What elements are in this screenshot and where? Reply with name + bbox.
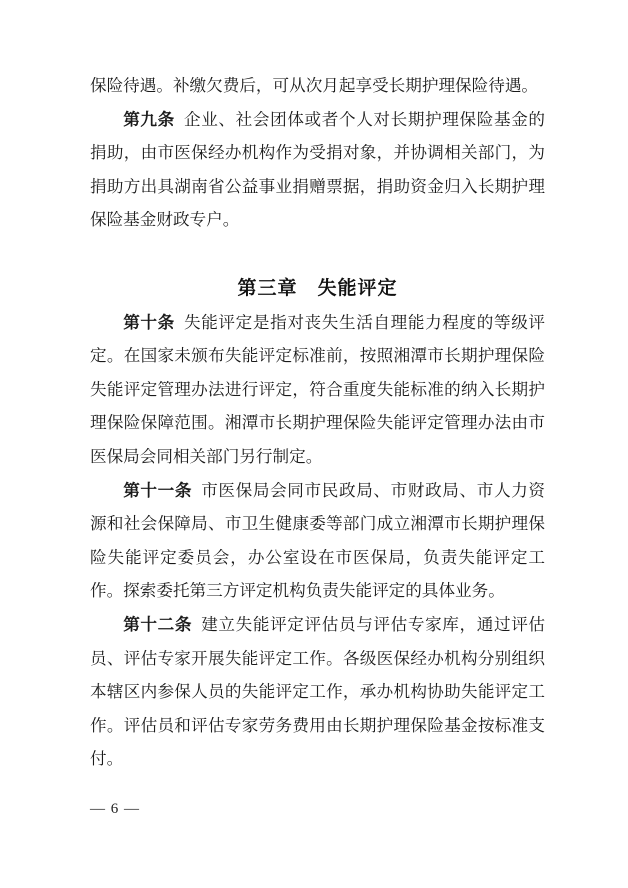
document-body [90,69,545,776]
article-term: 第十一条 [123,480,193,500]
article-term: 第十条 [123,312,175,332]
paragraph-text: 失能评定是指对丧失生活自理能力程度的等级评定。在国家未颁布失能评定标准前，按照湘潭市长期护理保险失能评定管理办法进行评定，符合重度失能标准的纳入长期护理保险保障范围。湘潭市长期护理保险失能评定管理办法由市医保局会同相关部门另行制定。 [90,312,546,466]
paragraph-article-11 [90,474,545,608]
paragraph-article-10 [90,306,545,474]
paragraph-article-12 [90,608,545,776]
paragraph-text: 企业、社会团体或者个人对长期护理保险基金的捐助，由市医保经办机构作为受捐对象，并协调相关部门，为捐助方出具湖南省公益事业捐赠票据，捐助资金归入长期护理保险基金财政专户。 [90,109,546,230]
paragraph-article-9 [90,103,545,237]
article-term: 第九条 [123,109,175,129]
paragraph-text: 保险待遇。补缴欠费后，可从次月起享受长期护理保险待遇。 [90,76,539,95]
paragraph-continuation [90,69,545,103]
page-number: — 6 — [90,801,140,817]
chapter-heading: 第三章 失能评定 [237,277,398,299]
paragraph-text: 市医保局会同市民政局、市财政局、市人力资源和社会保障局、市卫生健康委等部门成立湘潭市长期护理保险失能评定委员会，办公室设在市医保局，负责失能评定工作。探索委托第三方评定机构负责失能评定的具体业务。 [90,480,546,601]
article-term: 第十二条 [123,614,193,634]
paragraph-text: 建立失能评定评估员与评估专家库，通过评估员、评估专家开展失能评定工作。各级医保经办机构分别组织本辖区内参保人员的失能评定工作，承办机构协助失能评定工作。评估员和评估专家劳务费用由长期护理保险基金按标准支付。 [90,614,546,769]
